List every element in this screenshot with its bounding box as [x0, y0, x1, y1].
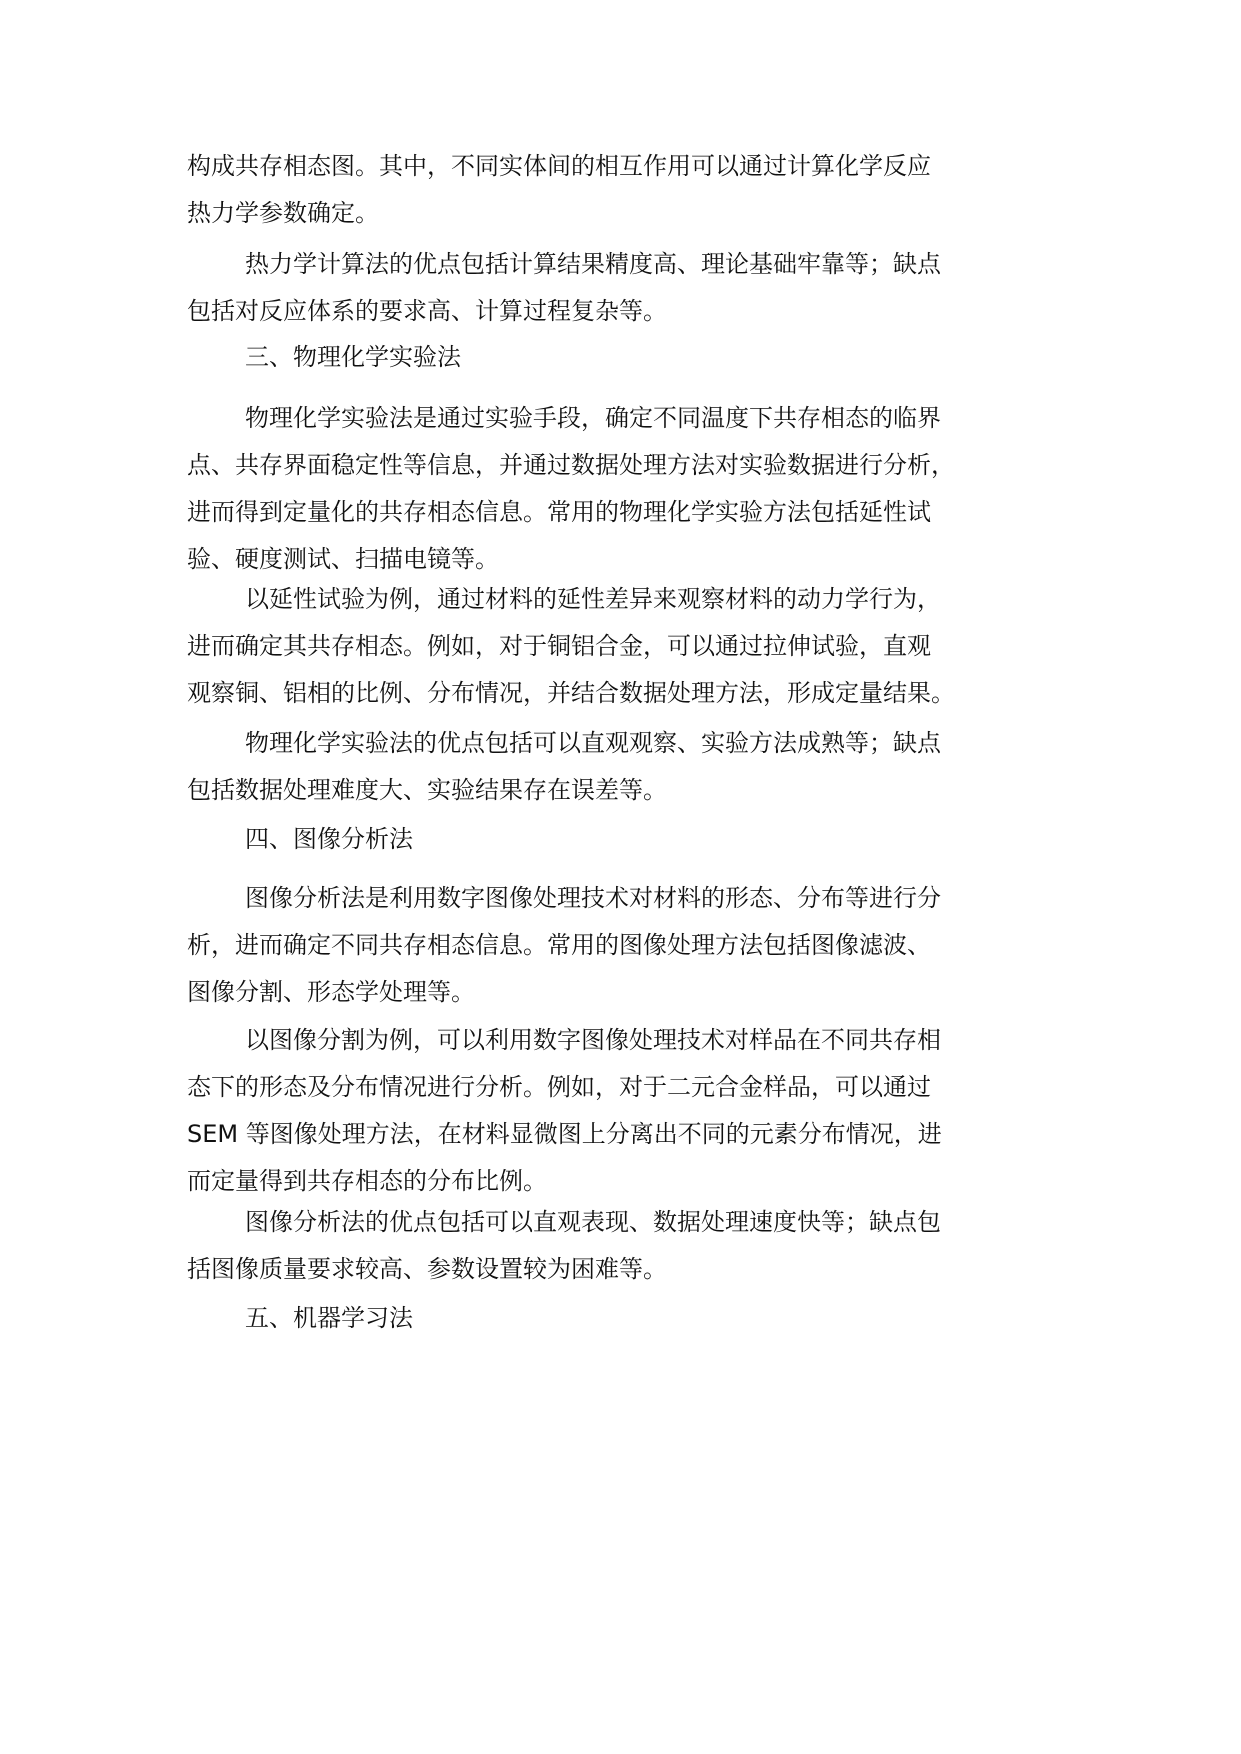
- text-line: 验、硬度测试、扫描电镜等。: [187, 545, 499, 573]
- section-heading-4: [187, 816, 1077, 863]
- text-line: 观察铜、铝相的比例、分布情况，并结合数据处理方法，形成定量结果。: [187, 679, 955, 707]
- text-line: 物理化学实验法是通过实验手段，确定不同温度下共存相态的临界: [245, 404, 941, 432]
- text-line: 图像分析法是利用数字图像处理技术对材料的形态、分布等进行分: [245, 884, 941, 912]
- text-line: 以延性试验为例，通过材料的延性差异来观察材料的动力学行为，: [245, 585, 941, 613]
- paragraph-physchem-pros-cons: [187, 720, 1077, 814]
- section-heading-3: [187, 334, 1077, 381]
- text-line: 态下的形态及分布情况进行分析。例如，对于二元合金样品，可以通过: [187, 1073, 931, 1101]
- text-line: 热力学参数确定。: [187, 199, 379, 227]
- text-line: 热力学计算法的优点包括计算结果精度高、理论基础牢靠等；缺点: [245, 250, 941, 278]
- text-line: SEM 等图像处理方法，在材料显微图上分离出不同的元素分布情况，进: [187, 1120, 942, 1148]
- paragraph-image-analysis-method: [187, 875, 1077, 1016]
- text-line: 进而得到定量化的共存相态信息。常用的物理化学实验方法包括延性试: [187, 498, 931, 526]
- text-line: 包括数据处理难度大、实验结果存在误差等。: [187, 776, 667, 804]
- section-heading-5: [187, 1295, 1077, 1342]
- paragraph-physchem-method: [187, 395, 1077, 583]
- text-line: 以图像分割为例，可以利用数字图像处理技术对样品在不同共存相: [245, 1026, 941, 1054]
- text-line: 图像分割、形态学处理等。: [187, 978, 475, 1006]
- paragraph-segmentation-example: [187, 1017, 1077, 1205]
- text-line: 图像分析法的优点包括可以直观表现、数据处理速度快等；缺点包: [245, 1208, 941, 1236]
- text-line: 物理化学实验法的优点包括可以直观观察、实验方法成熟等；缺点: [245, 729, 941, 757]
- paragraph-ductility-example: [187, 576, 1077, 717]
- text-line: 构成共存相态图。其中，不同实体间的相互作用可以通过计算化学反应: [187, 152, 931, 180]
- text-line: 进而确定其共存相态。例如，对于铜铝合金，可以通过拉伸试验，直观: [187, 632, 931, 660]
- heading-line: 三、物理化学实验法: [245, 343, 461, 371]
- text-line: 而定量得到共存相态的分布比例。: [187, 1167, 547, 1195]
- heading-line: 四、图像分析法: [245, 825, 413, 853]
- text-line: 包括对反应体系的要求高、计算过程复杂等。: [187, 297, 667, 325]
- text-line: 析，进而确定不同共存相态信息。常用的图像处理方法包括图像滤波、: [187, 931, 931, 959]
- paragraph-thermo-pros-cons: [187, 241, 1077, 335]
- paragraph-continuation-thermo-params: [187, 143, 1077, 237]
- text-line: 点、共存界面稳定性等信息，并通过数据处理方法对实验数据进行分析，: [187, 451, 955, 479]
- heading-line: 五、机器学习法: [245, 1304, 413, 1332]
- text-line: 括图像质量要求较高、参数设置较为困难等。: [187, 1255, 667, 1283]
- paragraph-image-analysis-pros-cons: [187, 1199, 1077, 1293]
